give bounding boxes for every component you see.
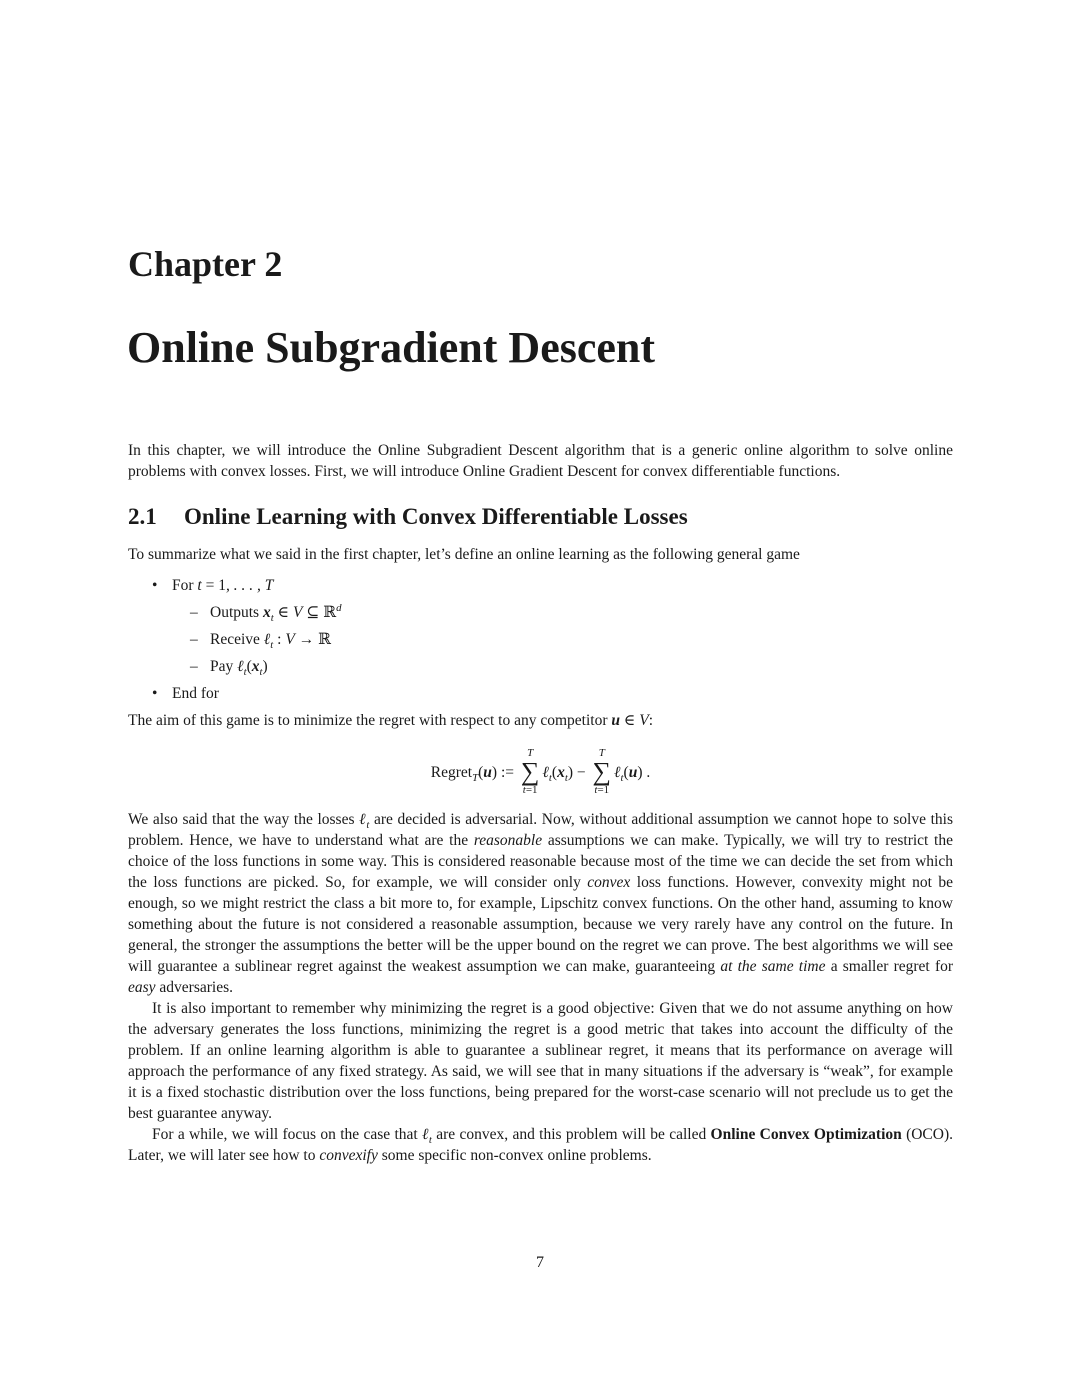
- section-lead: To summarize what we said in the first chapter, let’s define an online learning as the following general game: [128, 546, 800, 563]
- p3-text-d: some specific non-convex online problems.: [381, 1147, 652, 1164]
- oco-paragraph: [128, 1124, 953, 1166]
- page-number: 7: [536, 1254, 544, 1271]
- regret-equation: [128, 743, 953, 801]
- objective-paragraph: It is also important to remember why minimizing the regret is a good objective: Given that we do not assume anything on how the adversary generates the loss functions, minimizing the regret is a good metric that takes into account the difficulty of the problem. If an online learning algorithm is able to guarantee a sublinear regret, it means that its performance on average will approach the performance of any fixed strategy. As said, we will see that in many situations if the adversary is “weak”, for example it is a fixed stochastic distribution over the loss functions, being prepared for the worst-case scenario will not preclude us to get the best guarantee anyway.: [128, 1000, 953, 1122]
- p1-text-b: are decided is adversarial. Now, without additional assumption we cannot hope to solve this problem. Hence, we have to understand what are the: [128, 811, 953, 849]
- loss-term-u: ℓ$_t$(u) .: [614, 763, 651, 784]
- sum-symbol-2: T ∑ t=1: [592, 747, 612, 796]
- section-title: Online Learning with Convex Differentiable Losses: [184, 504, 688, 529]
- p1-text-d: loss functions. However, convexity might not be enough, so we might restrict the class a bit more to, for example, Lipschitz convex functions. On the other hand, assuming to know something about the future is not considered a reasonable assumption, because we very rarely have any control on the future. In general, the stronger the assumptions the better will be the upper bound on the regret we can prove. The best algorithms we will see will guarantee a sublinear regret against the weakest assumption we can make, guaranteeing: [128, 874, 954, 975]
- outputs-math: $x_t$ ∈ V ⊆ ℝ$^d$: [262, 601, 342, 625]
- chapter-title: Online Subgradient Descent: [127, 323, 656, 372]
- sum-symbol-1: T ∑ t=1: [520, 747, 540, 796]
- game-step-receive: [172, 629, 953, 650]
- oco-term: Online Convex Optimization: [710, 1126, 902, 1143]
- regret-lhs: Regret$_T$(u) :=: [430, 763, 518, 784]
- chapter-label: Chapter 2: [128, 244, 283, 284]
- loss-symbol: ℓ$_t$: [359, 811, 370, 832]
- assumptions-paragraph: [128, 809, 953, 998]
- page-body: [128, 440, 953, 1166]
- p1-text-e: a smaller regret for: [830, 958, 954, 975]
- p1-emphasis-same-time: at the same time: [720, 958, 826, 975]
- outputs-word: Outputs: [210, 604, 260, 621]
- pay-math: $\ell_t(x_t)$: [237, 658, 268, 679]
- for-range-math: t = 1, . . . , T: [197, 577, 274, 594]
- game-list: [128, 575, 953, 704]
- loss-symbol-2: ℓ$_t$: [422, 1126, 432, 1147]
- aim-math: u ∈ V:: [611, 712, 654, 729]
- receive-word: Receive: [210, 631, 260, 648]
- game-steps: [172, 602, 953, 677]
- pay-word: Pay: [210, 658, 234, 675]
- aim-text: The aim of this game is to minimize the regret with respect to any competitor: [128, 712, 608, 729]
- game-for-item: [128, 575, 953, 677]
- game-end-item: • End for: [128, 683, 953, 704]
- p1-text-a: We also said that the way the losses: [128, 811, 355, 828]
- p3-emphasis-convexify: convexify: [319, 1147, 378, 1164]
- p1-emphasis-easy: easy: [128, 979, 156, 996]
- p3-text-c: (OCO). Later, we will later see how to: [128, 1126, 954, 1164]
- p3-text-a: For a while, we will focus on the case that: [152, 1126, 418, 1143]
- p1-emphasis-convex: convex: [587, 874, 631, 891]
- section-heading: [128, 502, 953, 532]
- p1-text-c: assumptions we can make. Typically, we will try to restrict the choice of the loss functions in some way. This is considered reasonable because most of the time we can decide the set from which the loss functions are picked. So, for example, we will consider only: [128, 832, 953, 891]
- game-step-outputs: [172, 602, 953, 623]
- aim-paragraph: [128, 710, 953, 731]
- p3-text-b: are convex, and this problem will be called: [436, 1126, 707, 1143]
- p1-emphasis-reasonable: reasonable: [473, 832, 543, 849]
- loss-term-x: $\ell_t(x_t)$ −: [542, 763, 590, 784]
- for-word: For: [172, 577, 194, 594]
- game-step-pay: [172, 656, 953, 677]
- receive-math: ℓ$_t$ : V → ℝ: [263, 631, 331, 652]
- intro-paragraph: In this chapter, we will introduce the Online Subgradient Descent algorithm that is a generic online algorithm to solve online problems with convex losses. First, we will introduce Online Gradient Descent for convex differentiable functions.: [128, 442, 953, 480]
- p1-text-f: adversaries.: [159, 979, 234, 996]
- section-number: 2.1: [128, 504, 157, 529]
- regret-name: Regret: [430, 763, 473, 781]
